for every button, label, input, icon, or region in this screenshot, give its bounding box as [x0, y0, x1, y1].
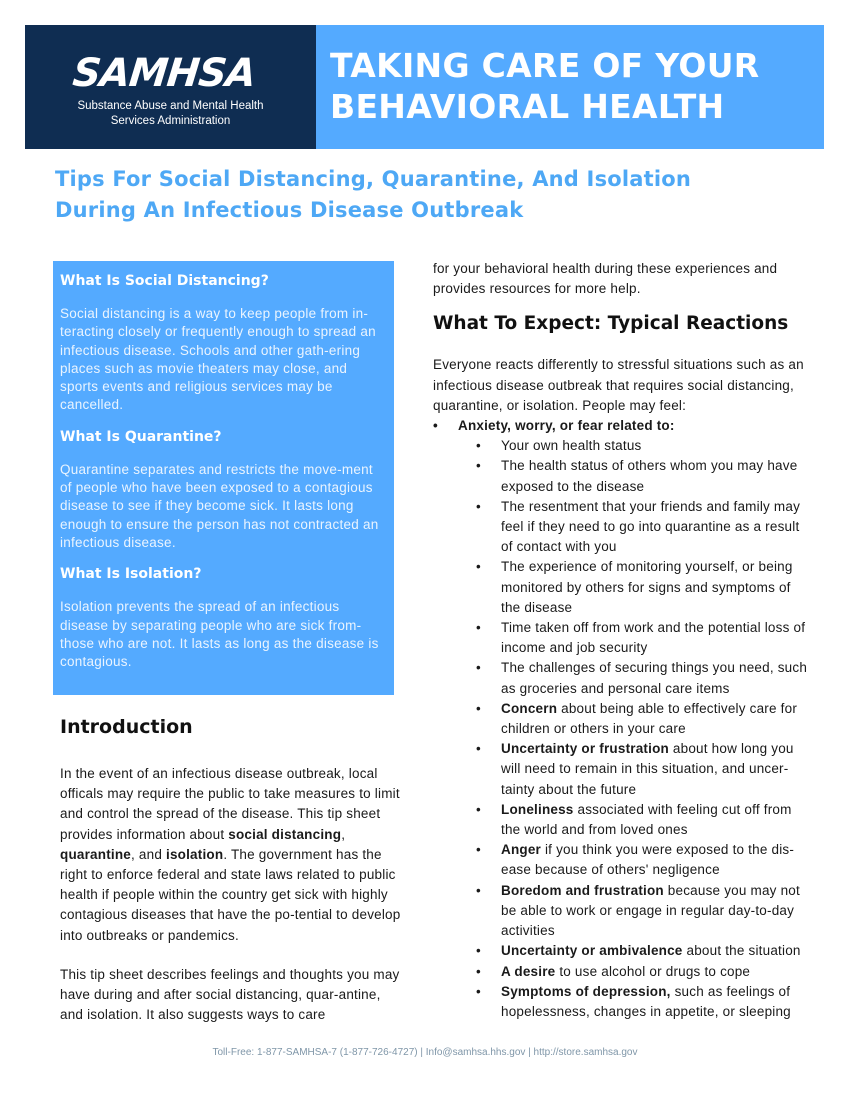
list-item-text: The health status of others whom you may have exposed to the disease: [501, 458, 798, 494]
list-item: [458, 456, 813, 496]
reactions-sublist: [458, 436, 813, 1022]
list-item: [458, 739, 813, 800]
intro-bold-quarantine: quarantine: [60, 846, 132, 862]
introduction-paragraph-2: This tip sheet describes feelings and thoughts you may have during and after social distancing, quar-antine, and isolation. It also suggests ways to care: [60, 967, 400, 1023]
right-column: [433, 259, 813, 1022]
list-item-text: Your own health status: [501, 438, 642, 454]
list-item: [458, 982, 813, 1022]
list-item-text: about being able to effectively care for children or others in your care: [501, 700, 798, 737]
introduction-paragraph-1: [60, 764, 405, 946]
list-item: [458, 436, 813, 456]
page-footer: Toll-Free: 1-877-SAMHSA-7 (1-877-726-4727) | Info@samhsa.hhs.gov | http://store.samhsa.gov: [212, 1047, 638, 1058]
introduction-heading: Introduction: [60, 716, 193, 738]
sidebar-heading-social-distancing: What Is Social Distancing?: [60, 273, 269, 289]
intro-text: ,: [341, 826, 346, 842]
intro-bold-isolation: isolation: [166, 846, 224, 862]
list-item-bold: Loneliness: [501, 801, 574, 817]
list-item: [458, 557, 813, 618]
list-item: [458, 658, 813, 698]
introduction-paragraph-2-continued: for your behavioral health during these experiences and provides resources for more help.: [433, 261, 778, 297]
list-item-text: Time taken off from work and the potential loss of income and job security: [501, 620, 806, 656]
intro-bold-social-distancing: social distancing: [228, 826, 342, 842]
subtitle-line-2: During An Infectious Disease Outbreak: [55, 198, 524, 222]
logo-subline: [63, 99, 278, 129]
intro-text: , and: [131, 846, 166, 862]
list-item-bold: Concern: [501, 700, 558, 716]
list-item-text: to use alcohol or drugs to cope: [555, 963, 751, 979]
list-item: [458, 941, 813, 961]
list-item-bold: A desire: [501, 963, 556, 979]
page-header: [25, 25, 824, 149]
intro-text: . The government has the right to enforce federal and state laws related to public health if people within the country get sick with highly contagious diseases that have the po-tential to develop into outbreaks or pandemics.: [60, 846, 401, 943]
sidebar-heading-isolation: What Is Isolation?: [60, 566, 202, 583]
list-item-bold: Uncertainty or ambivalence: [501, 943, 683, 959]
list-item-bold: Anger: [501, 842, 542, 858]
page-title: [316, 25, 824, 149]
list-item-text: if you think you were exposed to the dis-ease because of others' negligence: [501, 842, 795, 878]
reactions-heading: What To Expect: Typical Reactions: [433, 313, 789, 335]
definitions-sidebar: [53, 261, 394, 695]
list-item-text: The experience of monitoring yourself, or being monitored by others for signs and symptoms of the disease: [501, 559, 793, 615]
list-item-text: The resentment that your friends and family may feel if they need to go into quarantine as a result of contact with you: [501, 498, 801, 555]
list-item-text: about how long you will need to remain in this situation, and uncer-tainty about the future: [501, 741, 794, 797]
list-item: [458, 800, 813, 840]
list-item-bold: Boredom and frustration: [501, 882, 664, 898]
list-item: [458, 618, 813, 658]
list-item-text: about the situation: [682, 943, 801, 959]
list-item-text: such as feelings of hopelessness, changes in appetite, or sleeping: [501, 983, 791, 1019]
list-item: [458, 962, 813, 982]
list-item-text: associated with feeling cut off from the world and from loved ones: [501, 801, 792, 838]
subtitle-line-1: Tips For Social Distancing, Quarantine, And Isolation: [55, 167, 692, 191]
list-item: [458, 699, 813, 739]
page-title-line-1: TAKING CARE OF YOUR: [330, 46, 760, 85]
reactions-list: [433, 416, 813, 1022]
sidebar-heading-quarantine: What Is Quarantine?: [60, 428, 222, 445]
intro-text: In the event of an infectious disease outbreak, local officals may require the public to take measures to limit and control the spread of the disease. This tip sheet provides information about: [60, 766, 400, 842]
sidebar-text-quarantine: Quarantine separates and restricts the move-ment of people who have been exposed to a contagious disease to see if they become sick. It lasts long enough to ensure the person has not contracted an infectious disease.: [60, 461, 379, 550]
list-item: [458, 840, 813, 880]
reactions-top-item: Anxiety, worry, or fear related to:: [458, 418, 675, 434]
list-item-bold: Symptoms of depression,: [501, 983, 671, 999]
samhsa-logo: [25, 25, 316, 149]
sidebar-text-social-distancing: Social distancing is a way to keep people from in-teracting closely or frequently enough to spread an infectious disease. Schools and other gath-ering places such as movie theaters may close, and sports events and religious services may be cancelled.: [60, 306, 376, 413]
page-subtitle: [55, 164, 691, 226]
list-item: [458, 497, 813, 558]
sidebar-text-isolation: Isolation prevents the spread of an infectious disease by separating people who are sick from-those who are not. It lasts as long as the disease is contagious.: [60, 599, 379, 670]
list-item: [433, 416, 813, 1022]
list-item: [458, 881, 813, 942]
logo-wordmark: SAMHSA: [70, 51, 258, 96]
list-item-bold: Uncertainty or frustration: [501, 741, 669, 757]
logo-subline-1: Substance Abuse and Mental Health: [77, 100, 264, 112]
logo-subline-2: Services Administration: [110, 115, 231, 127]
list-item-text: because you may not be able to work or engage in regular day-to-day activities: [501, 882, 800, 939]
page-title-line-2: BEHAVIORAL HEALTH: [330, 87, 725, 126]
list-item-text: The challenges of securing things you need, such as groceries and personal care items: [501, 660, 808, 696]
reactions-intro: Everyone reacts differently to stressful situations such as an infectious disease outbreak that requires social distancing, quarantine, or isolation. People may feel:: [433, 357, 804, 413]
